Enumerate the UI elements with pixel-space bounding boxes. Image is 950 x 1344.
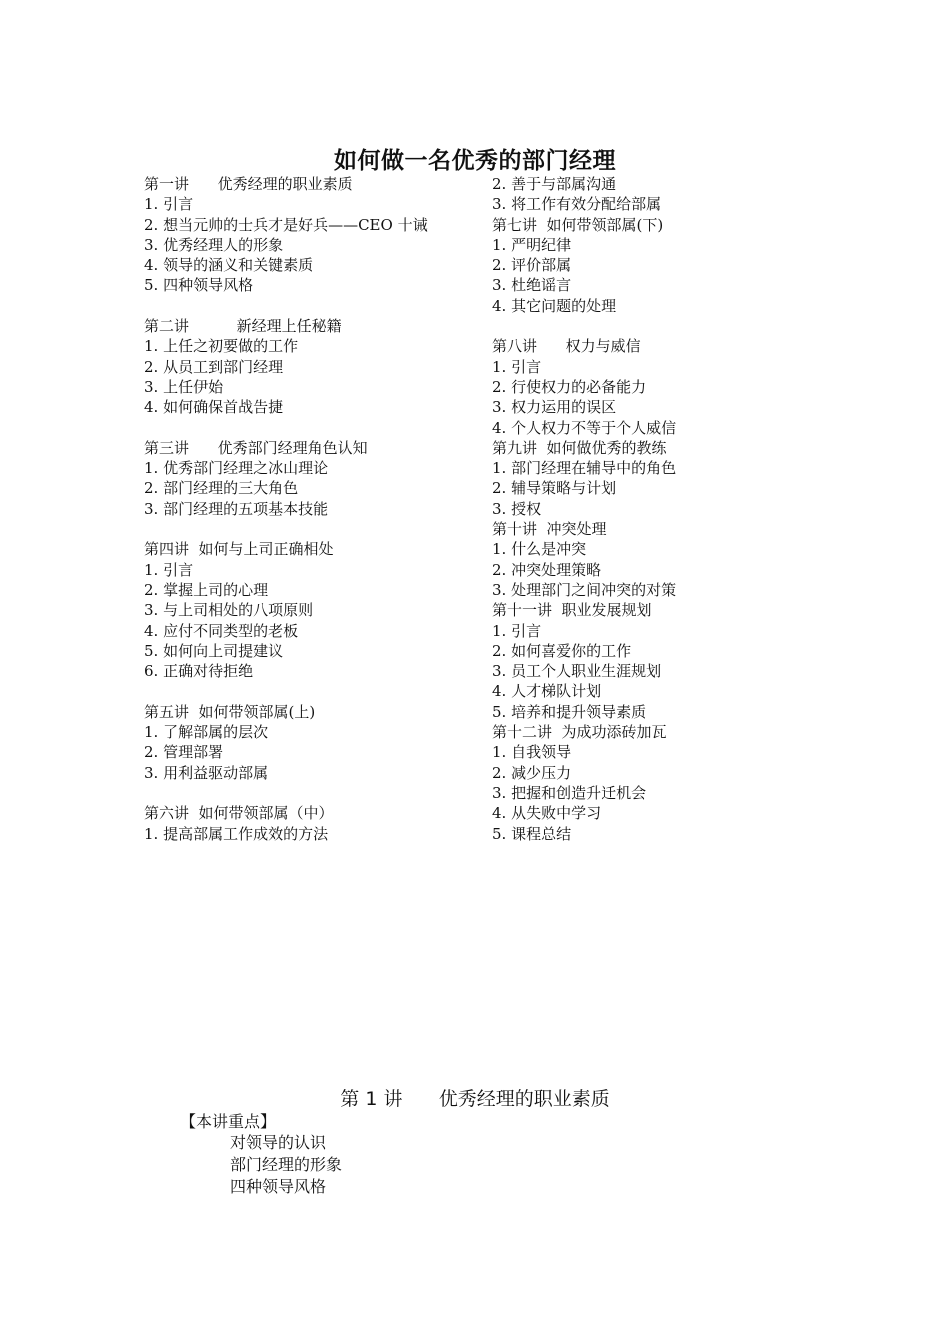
toc-lecture-title: 第四讲 如何与上司正确相处 — [144, 540, 334, 559]
toc-item: 3. 上任伊始 — [144, 377, 224, 396]
toc-item: 1. 引言 — [492, 357, 542, 376]
toc-item: 3. 授权 — [492, 499, 542, 518]
toc-lecture-title: 第二讲 新经理上任秘籍 — [144, 317, 342, 336]
toc-item: 2. 掌握上司的心理 — [144, 580, 269, 599]
toc-item: 4. 从失败中学习 — [492, 804, 602, 823]
toc-item: 1. 优秀部门经理之冰山理论 — [144, 459, 329, 478]
toc-item: 2. 减少压力 — [492, 763, 572, 782]
toc-item: 5. 如何向上司提建议 — [144, 641, 284, 660]
toc-lecture-title: 第九讲 如何做优秀的教练 — [492, 438, 667, 457]
toc-right-column — [492, 174, 822, 844]
toc-left-column — [144, 174, 484, 844]
toc-item: 3. 员工个人职业生涯规划 — [492, 662, 662, 681]
toc-item: 4. 领导的涵义和关键素质 — [144, 256, 314, 275]
toc-lecture-title: 第五讲 如何带领部属(上) — [144, 702, 316, 721]
toc-item: 3. 杜绝谣言 — [492, 276, 572, 295]
toc-item: 2. 行使权力的必备能力 — [492, 377, 647, 396]
toc-lecture-title: 第一讲 优秀经理的职业素质 — [144, 175, 353, 193]
toc-item: 1. 部门经理在辅导中的角色 — [492, 459, 677, 478]
focus-item: 部门经理的形象 — [230, 1155, 343, 1174]
toc-lecture-title: 第六讲 如何带领部属（中） — [144, 804, 334, 823]
toc-lecture-title: 第十讲 冲突处理 — [492, 520, 607, 539]
toc-spacer — [144, 296, 484, 316]
toc-item: 1. 自我领导 — [492, 743, 572, 762]
focus-item: 对领导的认识 — [230, 1133, 327, 1152]
lecture-1-heading: 第 1 讲 优秀经理的职业素质 — [340, 1088, 610, 1110]
toc-item: 2. 冲突处理策略 — [492, 560, 602, 579]
toc-item: 2. 想当元帅的士兵才是好兵——CEO 十诫 — [144, 215, 428, 234]
toc-item: 5. 四种领导风格 — [144, 276, 254, 295]
toc-item: 1. 提高部属工作成效的方法 — [144, 824, 329, 843]
toc-item: 4. 如何确保首战告捷 — [144, 398, 284, 417]
toc-item: 3. 部门经理的五项基本技能 — [144, 499, 329, 518]
toc-spacer — [144, 783, 484, 803]
focus-item: 四种领导风格 — [230, 1177, 327, 1196]
toc-item: 6. 正确对待拒绝 — [144, 662, 254, 681]
toc-item: 4. 应付不同类型的老板 — [144, 621, 299, 640]
toc-item: 1. 引言 — [144, 560, 194, 579]
toc-item: 5. 课程总结 — [492, 824, 572, 843]
toc-item: 3. 优秀经理人的形象 — [144, 235, 284, 254]
toc-item: 4. 个人权力不等于个人威信 — [492, 418, 677, 437]
toc-item: 2. 评价部属 — [492, 256, 572, 275]
toc-item: 1. 引言 — [144, 195, 194, 214]
focus-label: 【本讲重点】 — [180, 1112, 277, 1131]
toc-item: 4. 其它问题的处理 — [492, 296, 617, 315]
toc-item: 3. 把握和创造升迁机会 — [492, 783, 647, 802]
toc-item: 1. 引言 — [492, 621, 542, 640]
toc-item: 3. 将工作有效分配给部属 — [492, 195, 662, 214]
toc-item: 1. 什么是冲突 — [492, 540, 587, 559]
toc-lecture-title: 第十二讲 为成功添砖加瓦 — [492, 723, 667, 742]
toc-item: 2. 善于与部属沟通 — [492, 175, 617, 193]
toc-item: 5. 培养和提升领导素质 — [492, 702, 647, 721]
toc-lecture-title: 第三讲 优秀部门经理角色认知 — [144, 438, 368, 457]
toc-item: 3. 与上司相处的八项原则 — [144, 601, 314, 620]
toc-item: 2. 管理部署 — [144, 743, 224, 762]
toc-spacer — [492, 316, 822, 336]
toc-spacer — [144, 418, 484, 438]
toc-item: 4. 人才梯队计划 — [492, 682, 602, 701]
toc-spacer — [144, 519, 484, 539]
toc-lecture-title: 第七讲 如何带领部属(下) — [492, 215, 664, 234]
toc-item: 1. 了解部属的层次 — [144, 723, 269, 742]
focus-list — [230, 1132, 342, 1198]
toc-item: 1. 严明纪律 — [492, 235, 572, 254]
toc-item: 3. 权力运用的误区 — [492, 398, 617, 417]
toc-spacer — [144, 681, 484, 701]
document-title: 如何做一名优秀的部门经理 — [334, 148, 616, 174]
toc-item: 2. 部门经理的三大角色 — [144, 479, 299, 498]
toc-item: 2. 辅导策略与计划 — [492, 479, 617, 498]
toc-item: 3. 用利益驱动部属 — [144, 763, 269, 782]
toc-item: 2. 从员工到部门经理 — [144, 357, 284, 376]
toc-item: 3. 处理部门之间冲突的对策 — [492, 580, 677, 599]
toc-lecture-title: 第十一讲 职业发展规划 — [492, 601, 652, 620]
toc-item: 1. 上任之初要做的工作 — [144, 337, 299, 356]
toc-lecture-title: 第八讲 权力与威信 — [492, 337, 641, 356]
toc-item: 2. 如何喜爱你的工作 — [492, 641, 632, 660]
